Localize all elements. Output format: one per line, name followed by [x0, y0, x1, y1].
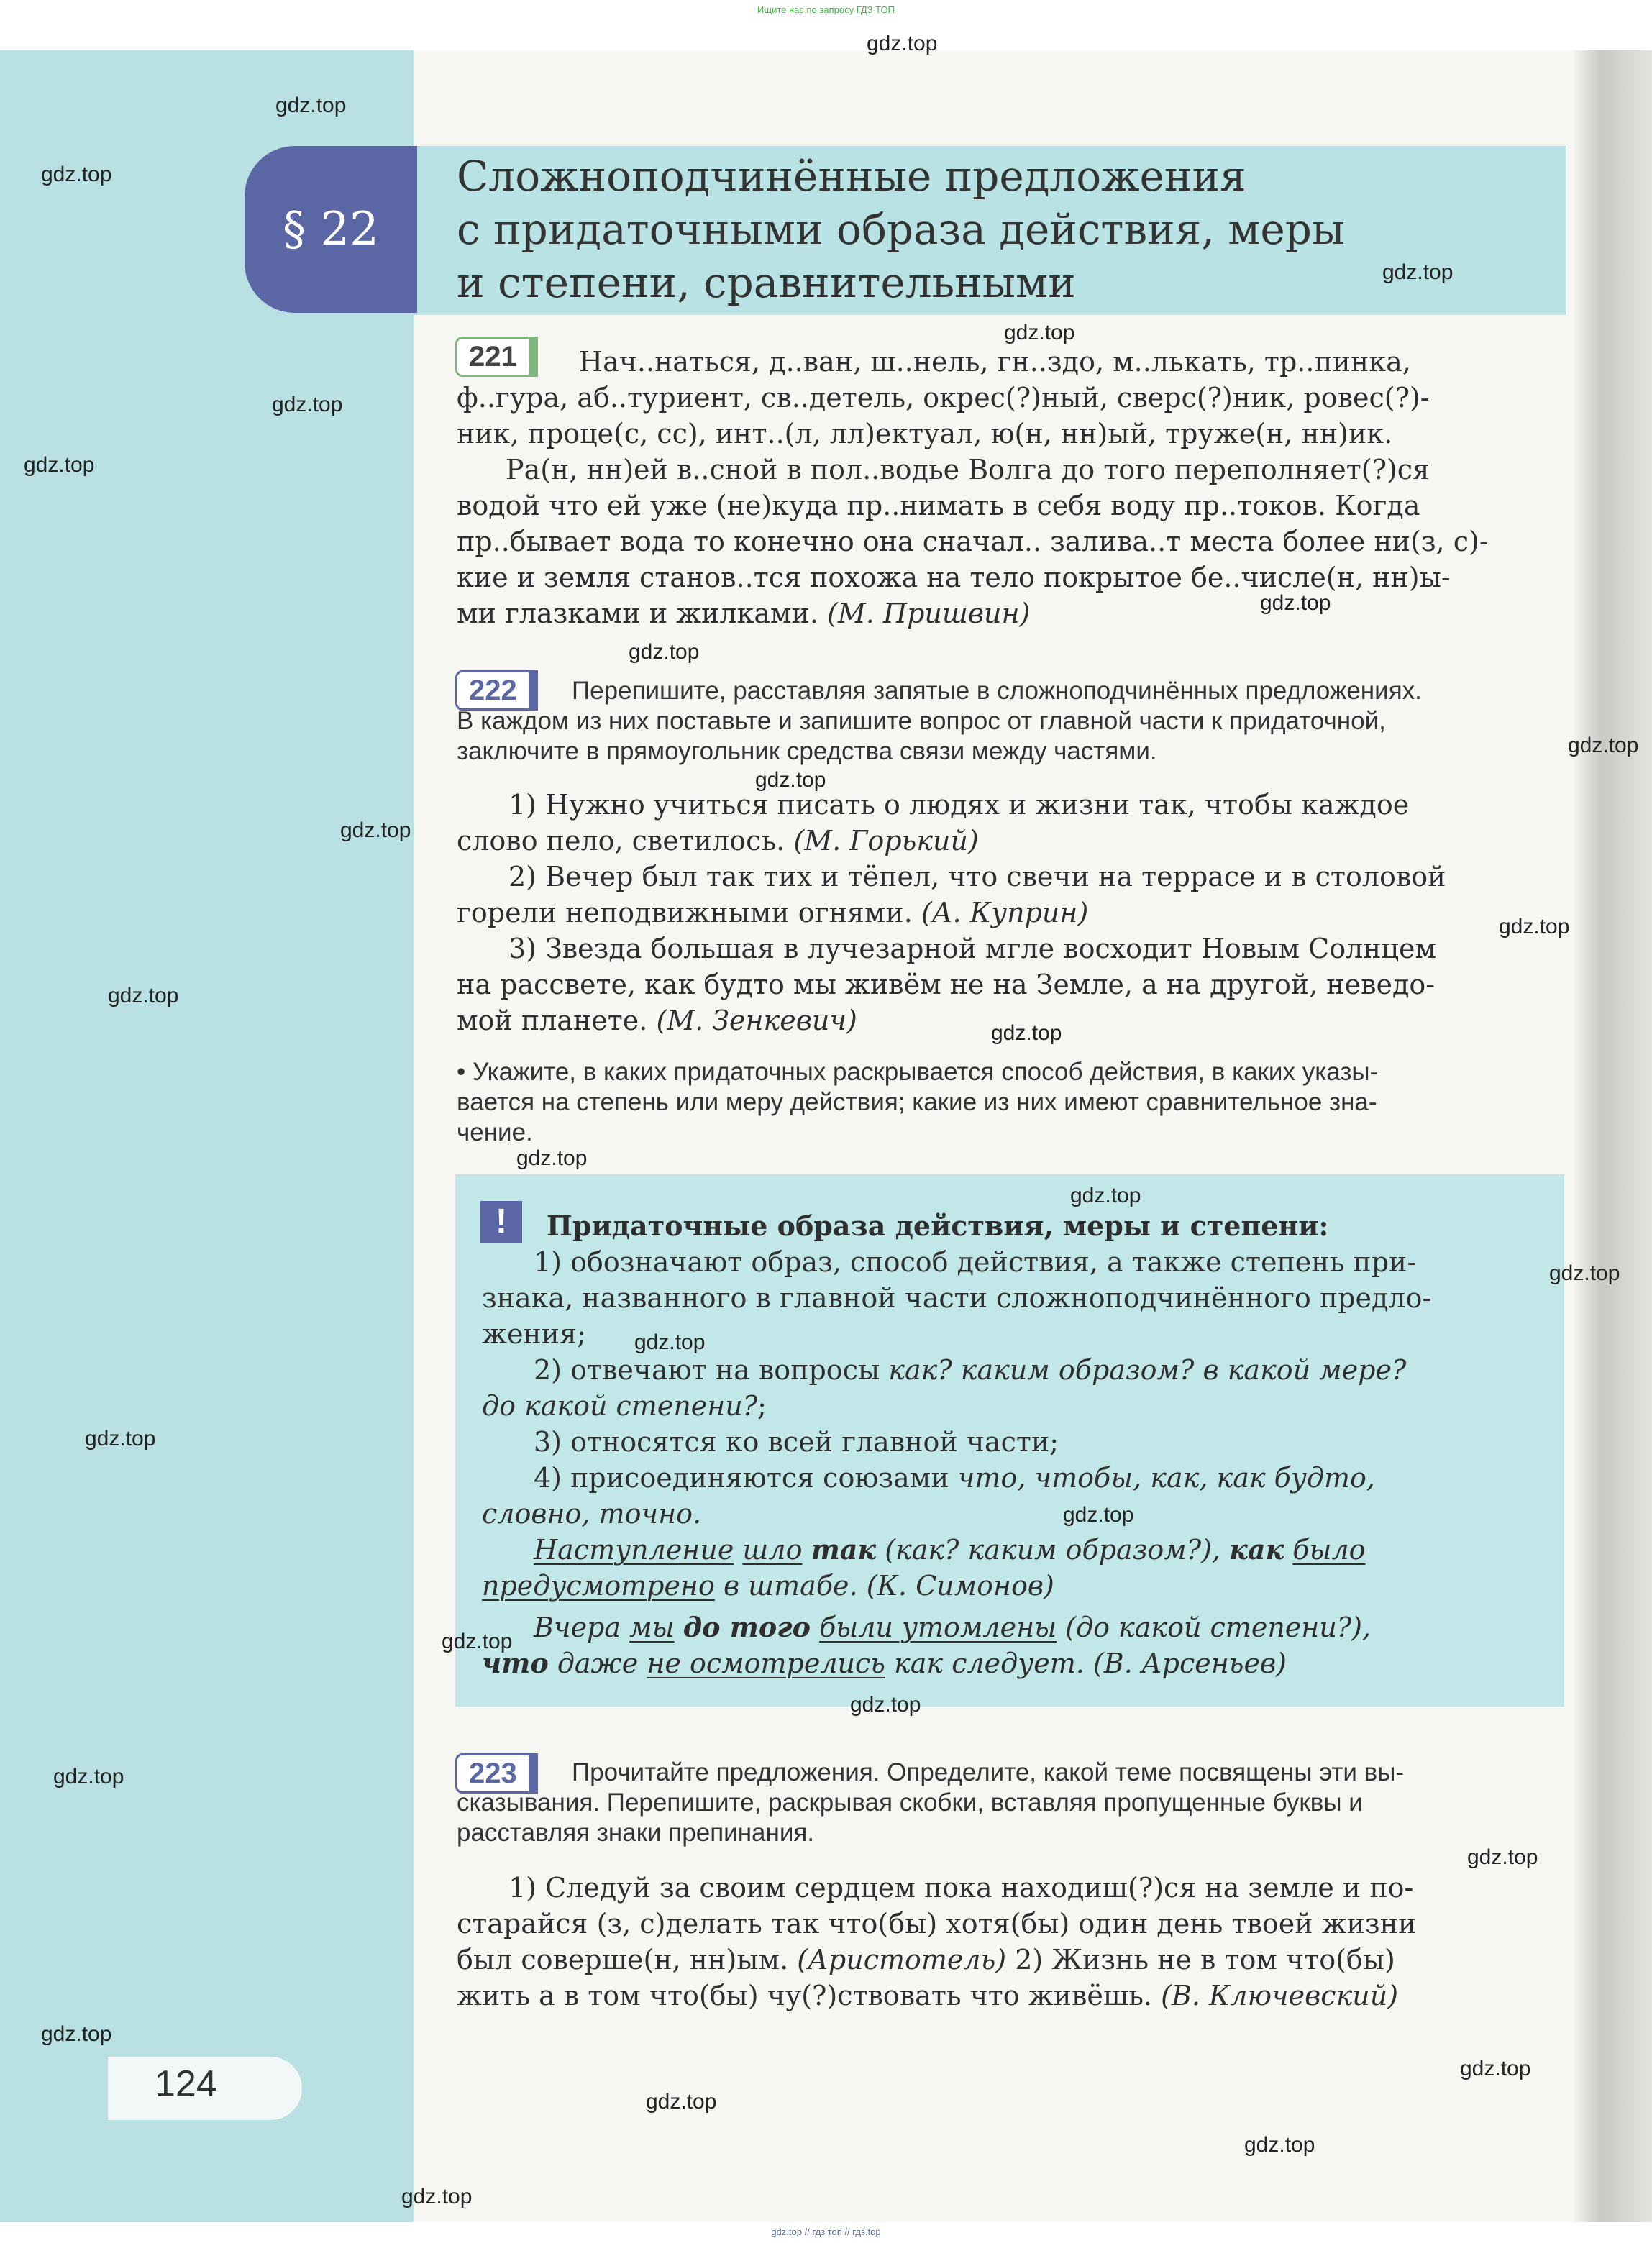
- exercise-221-text: [457, 344, 1568, 631]
- watermark: gdz.top: [1568, 734, 1639, 757]
- watermark: gdz.top: [442, 1630, 513, 1653]
- example-word: что: [482, 1647, 549, 1679]
- watermark: gdz.top: [1549, 1261, 1620, 1285]
- example-word: шло: [742, 1534, 803, 1566]
- watermark: gdz.top: [401, 2185, 473, 2208]
- rule-text: [482, 1208, 1546, 1681]
- example-line: [482, 1645, 1546, 1681]
- text-line: 1) Нужно учиться писать о людях и жизни так, чтобы каждое: [508, 789, 1410, 821]
- example-line: [482, 1568, 1546, 1604]
- watermark: gdz.top: [24, 453, 95, 477]
- author-name: (В. Ключевский): [1161, 1980, 1399, 2011]
- exercise-223-task: [457, 1758, 1568, 1848]
- watermark: gdz.top: [629, 640, 700, 664]
- watermark: gdz.top: [85, 1427, 156, 1451]
- example-line: [482, 1609, 1546, 1645]
- author-name: (М. Пришвин): [827, 598, 1031, 629]
- text-line: 3) Звезда большая в лучезарной мгле восходит Новым Солнцем: [508, 933, 1437, 964]
- top-note: Ищите нас по запросу ГДЗ ТОП: [757, 4, 895, 15]
- text-line: [482, 1388, 1546, 1424]
- watermark: gdz.top: [108, 984, 179, 1008]
- text-fragment: ;: [757, 1390, 767, 1422]
- exercise-223-text: [457, 1870, 1568, 2014]
- text-line: ник, проце(с, сс), инт..(л, лл)ектуал, ю(н, нн)ый, труже(н, нн)ик.: [457, 418, 1393, 449]
- author-name: (М. Горький): [793, 825, 979, 856]
- conjunctions: что, чтобы, как, как будто,: [957, 1462, 1375, 1494]
- text-line: [457, 823, 1568, 859]
- text-line: кие и земля станов..тся похожа на тело покрытое бе..числе(н, нн)ы-: [457, 562, 1451, 593]
- exercise-222-sentences: [457, 787, 1568, 1038]
- example-word: предусмотрено: [482, 1570, 715, 1602]
- watermark: gdz.top: [1004, 321, 1075, 344]
- text-line: 1) обозначают образ, способ действия, а также степень при-: [534, 1246, 1417, 1278]
- book-spine-shadow: [1575, 50, 1652, 2222]
- section-title: [457, 150, 1535, 309]
- question-words: до какой степени?: [482, 1390, 758, 1422]
- example-word: как следует.: [894, 1648, 1085, 1679]
- text-line: 2) Вечер был так тих и тёпел, что свечи на террасе и в столовой: [508, 861, 1446, 892]
- exclamation-icon: !: [480, 1201, 522, 1243]
- text-line: [457, 895, 1568, 931]
- author-name: (А. Куприн): [921, 897, 1089, 928]
- task-line: сказывания. Перепишите, раскрывая скобки, вставляя пропущенные буквы и: [457, 1789, 1363, 1817]
- watermark: gdz.top: [1467, 1845, 1538, 1869]
- example-word: были утомлены: [819, 1612, 1057, 1643]
- text-line: пр..бывает вода то конечно она сначал.. залива..т места более ни(з, с)-: [457, 526, 1489, 557]
- conjunctions: словно, точно.: [482, 1498, 702, 1530]
- exercise-222-note: [457, 1057, 1568, 1148]
- author-name: (М. Зенкевич): [656, 1005, 857, 1036]
- text-line: 3) относятся ко всей главной части;: [534, 1426, 1059, 1458]
- task-line: Прочитайте предложения. Определите, какой теме посвящены эти вы-: [572, 1758, 1405, 1786]
- watermark: gdz.top: [850, 1693, 921, 1717]
- text-line: [457, 595, 1568, 631]
- text-line: ф..гура, аб..туриент, св..детель, окрес(?)ный, сверс(?)ник, ровес(?)-: [457, 382, 1430, 414]
- watermark: gdz.top: [41, 163, 112, 186]
- exercise-number-badge: 223: [455, 1753, 531, 1794]
- watermark: gdz.top: [646, 2090, 717, 2114]
- example-line: [482, 1532, 1546, 1568]
- example-word: до того: [683, 1611, 811, 1643]
- section-title-line: и степени, сравнительными: [457, 258, 1076, 307]
- example-word: в штабе.: [723, 1570, 858, 1602]
- author-name: (В. Арсеньев): [1092, 1648, 1287, 1679]
- text-fragment: горели неподвижными огнями.: [457, 897, 913, 928]
- note-line: [457, 1057, 1568, 1087]
- task-line: Перепишите, расставляя запятые в сложноподчинённых предложениях.: [572, 677, 1422, 705]
- page-margin-strip: [0, 50, 414, 2222]
- watermark: gdz.top: [1260, 591, 1331, 615]
- section-number-tab: [245, 146, 417, 313]
- task-line: заключите в прямоугольник средства связи между частями.: [457, 737, 1157, 765]
- text-line: [482, 1460, 1546, 1496]
- text-line: водой что ей уже (не)куда пр..нимать в себя воду пр..токов. Когда: [457, 490, 1420, 521]
- watermark: gdz.top: [634, 1330, 706, 1354]
- text-line: жения;: [482, 1318, 586, 1350]
- text-fragment: ми глазками и жилками.: [457, 598, 818, 629]
- watermark: gdz.top: [275, 93, 347, 117]
- text-fragment: слово пело, светилось.: [457, 825, 785, 856]
- bottom-note: gdz.top // гдз топ // гдз.top: [771, 2226, 881, 2237]
- watermark: gdz.top: [340, 818, 411, 842]
- text-line: Нач..наться, д..ван, ш..нель, гн..здо, м..лькать, тр..пинка,: [579, 346, 1411, 378]
- text-fragment: 2) Жизнь не в том что(бы): [1015, 1944, 1395, 1975]
- text-fragment: 2) отвечают на вопросы: [534, 1354, 889, 1386]
- text-line: старайся (з, с)делать так что(бы) хотя(бы) один день твоей жизни: [457, 1908, 1417, 1940]
- author-name: (Аристотель): [797, 1944, 1007, 1975]
- text-line: Ра(н, нн)ей в..сной в пол..водье Волга до того переполняет(?)ся: [506, 454, 1430, 485]
- watermark: gdz.top: [1063, 1503, 1134, 1527]
- text-line: [457, 1978, 1568, 2014]
- exercise-222-task: [457, 676, 1568, 767]
- watermark: gdz.top: [991, 1021, 1062, 1045]
- exercise-number-badge: 222: [455, 670, 531, 711]
- watermark: gdz.top: [1499, 915, 1570, 938]
- text-fragment: 4) присоединяются союзами: [534, 1462, 958, 1494]
- example-word: Наступление: [534, 1534, 734, 1566]
- section-title-line: Сложноподчинённые предложения: [457, 152, 1246, 201]
- note-line: вается на степень или меру действия; какие из них имеют сравнительное зна-: [457, 1088, 1377, 1116]
- watermark: gdz.top: [516, 1146, 588, 1170]
- example-word: даже: [557, 1648, 639, 1679]
- example-word: так: [811, 1533, 877, 1566]
- author-name: (К. Симонов): [866, 1570, 1054, 1602]
- text-fragment: Укажите, в каких придаточных раскрывается способ действия, в каких указы-: [473, 1058, 1379, 1086]
- section-number: § 22: [283, 203, 379, 256]
- text-line: [457, 1942, 1568, 1978]
- example-word: не осмотрелись: [647, 1648, 885, 1679]
- text-fragment: мой планете.: [457, 1005, 648, 1036]
- text-fragment: был соверше(н, нн)ым.: [457, 1944, 789, 1975]
- exercise-number-badge: 221: [455, 337, 531, 377]
- example-word: как: [1229, 1533, 1284, 1566]
- text-line: [482, 1352, 1546, 1388]
- example-word: (как? каким образом?),: [885, 1534, 1221, 1566]
- watermark: gdz.top: [272, 393, 343, 416]
- text-fragment: жить а в том что(бы) чу(?)ствовать что живёшь.: [457, 1980, 1152, 2011]
- text-line: знака, названного в главной части сложноподчинённого предло-: [482, 1282, 1432, 1314]
- watermark: gdz.top: [755, 768, 826, 792]
- note-line: чение.: [457, 1118, 533, 1146]
- watermark: gdz.top: [41, 2022, 112, 2046]
- example-word: было: [1292, 1534, 1366, 1566]
- watermark: gdz.top: [1070, 1184, 1141, 1207]
- text-line: на рассвете, как будто мы живём не на Земле, а на другой, неведо-: [457, 969, 1436, 1000]
- task-line: В каждом из них поставьте и запишите вопрос от главной части к придаточной,: [457, 707, 1386, 735]
- watermark: gdz.top: [1244, 2133, 1315, 2157]
- question-words: как? каким образом? в какой мере?: [888, 1354, 1407, 1386]
- example-word: (до какой степени?),: [1065, 1612, 1372, 1643]
- task-line: расставляя знаки препинания.: [457, 1819, 815, 1847]
- watermark: gdz.top: [867, 32, 938, 55]
- rule-heading: Придаточные образа действия, меры и степени:: [547, 1210, 1329, 1242]
- watermark: gdz.top: [1382, 260, 1454, 284]
- page-number: 124: [155, 2063, 217, 2105]
- example-word: Вчера: [534, 1612, 621, 1643]
- bullet-icon: •: [457, 1058, 466, 1086]
- section-title-line: с придаточными образа действия, меры: [457, 205, 1345, 254]
- watermark: gdz.top: [1460, 2057, 1531, 2080]
- example-word: мы: [629, 1612, 675, 1643]
- text-line: 1) Следуй за своим сердцем пока находиш(?)ся на земле и по-: [508, 1872, 1414, 1904]
- watermark: gdz.top: [53, 1765, 124, 1789]
